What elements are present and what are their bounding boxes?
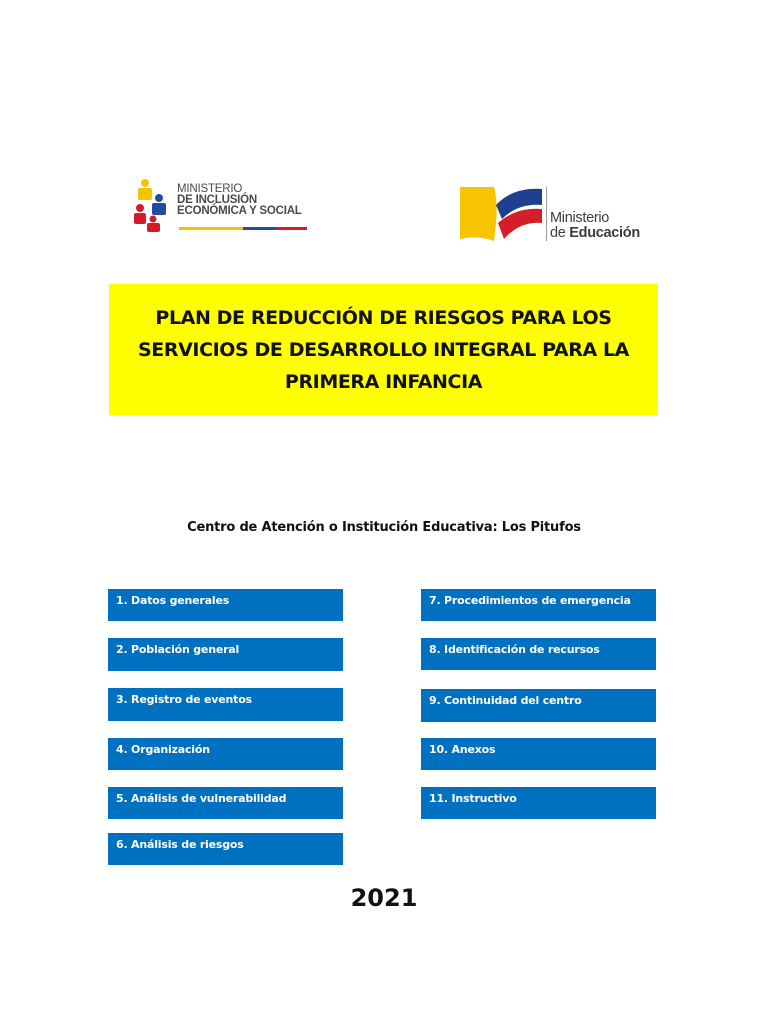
- mies-line1: MINISTERIO: [177, 183, 243, 195]
- mies-logo: [133, 178, 323, 234]
- education-line2: [550, 226, 640, 241]
- section-registro-eventos[interactable]: 3. Registro de eventos: [108, 688, 343, 721]
- section-analisis-vulnerabilidad[interactable]: 5. Análisis de vulnerabilidad: [108, 787, 343, 819]
- section-instructivo[interactable]: 11. Instructivo: [421, 787, 656, 819]
- title-line2: SERVICIOS DE DESARROLLO INTEGRAL PARA LA: [138, 338, 629, 361]
- section-poblacion-general[interactable]: 2. Población general: [108, 638, 343, 671]
- education-logo-text: [550, 211, 640, 241]
- title-line1: PLAN DE REDUCCIÓN DE RIESGOS PARA LOS: [155, 306, 612, 329]
- section-continuidad-centro[interactable]: 9. Continuidad del centro: [421, 689, 656, 722]
- title-line3: PRIMERA INFANCIA: [284, 370, 483, 393]
- mies-line2-bold: INCLUSIÓN: [195, 194, 258, 206]
- document-title: [138, 302, 629, 398]
- education-logo-divider: [546, 187, 547, 241]
- mies-flag-stripe: [179, 227, 307, 230]
- section-datos-generales[interactable]: 1. Datos generales: [108, 589, 343, 621]
- mies-line3: ECONÓMICA Y SOCIAL: [177, 205, 302, 217]
- people-puzzle-icon: [133, 178, 173, 232]
- document-title-box: [109, 284, 658, 415]
- education-logo: [458, 183, 658, 247]
- document-year: 2021: [350, 884, 418, 912]
- education-line2-bold: Educación: [569, 225, 640, 241]
- mies-line2-prefix: DE: [177, 194, 196, 206]
- education-line2-prefix: de: [550, 225, 570, 241]
- section-procedimientos-emergencia[interactable]: 7. Procedimientos de emergencia: [421, 589, 656, 621]
- section-analisis-riesgos[interactable]: 6. Análisis de riesgos: [108, 833, 343, 865]
- section-organizacion[interactable]: 4. Organización: [108, 738, 343, 770]
- center-name: Centro de Atención o Institución Educativa: Los Pitufos: [187, 520, 581, 535]
- section-identificacion-recursos[interactable]: 8. Identificación de recursos: [421, 638, 656, 670]
- open-book-flag-icon: [458, 183, 544, 243]
- education-line1: Ministerio: [550, 210, 610, 226]
- mies-logo-text: [177, 184, 323, 217]
- section-anexos[interactable]: 10. Anexos: [421, 738, 656, 770]
